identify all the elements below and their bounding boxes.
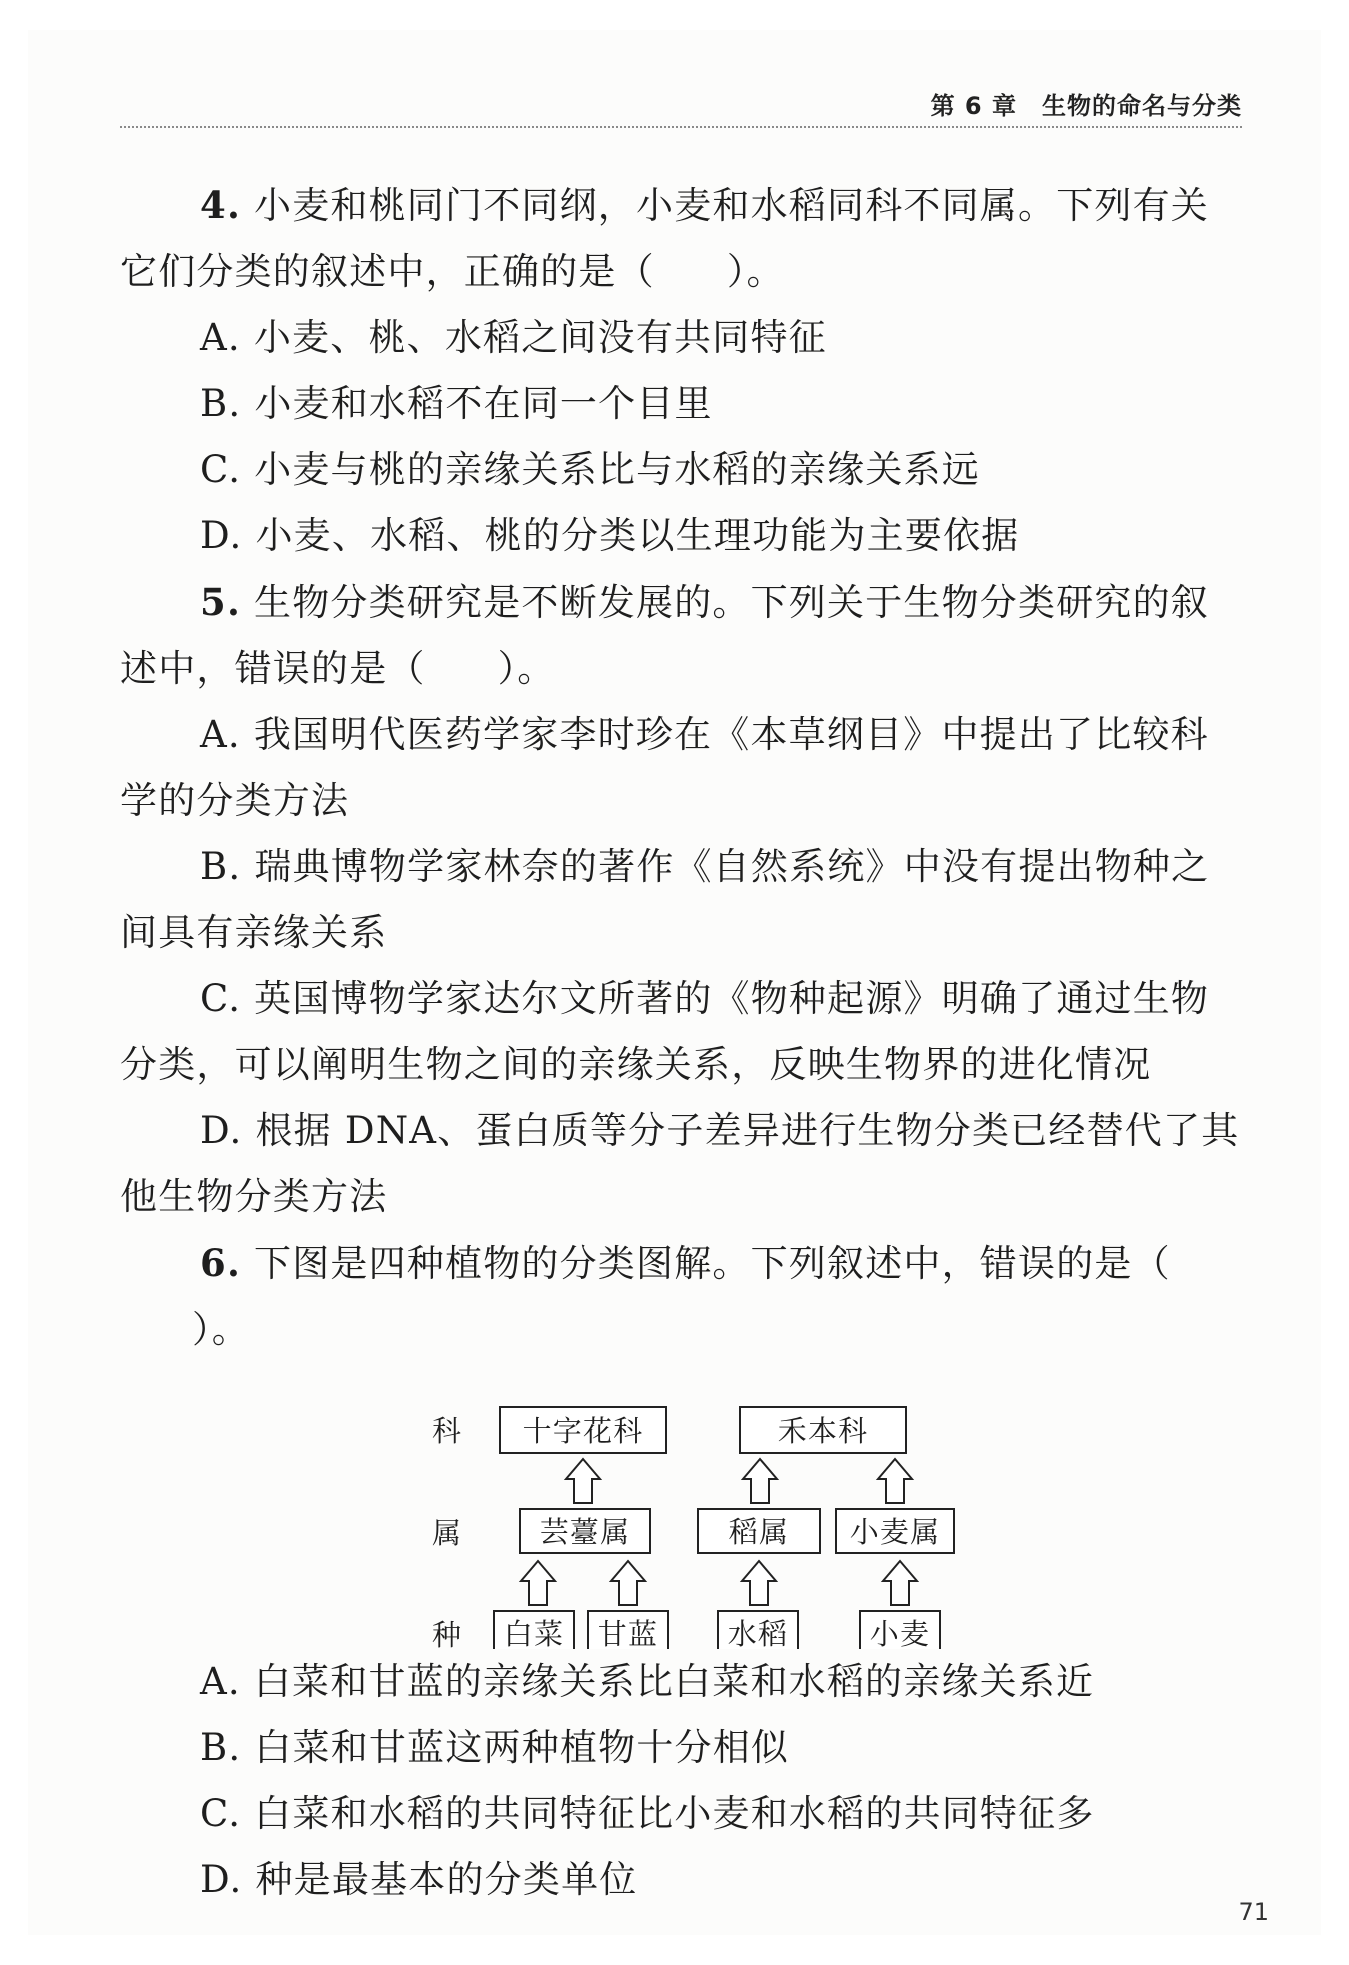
question-6-stem: 6. 下图是四种植物的分类图解。下列叙述中，错误的是（）。 — [192, 1241, 1171, 1351]
up-arrow-icon — [521, 1561, 555, 1605]
question-5-stem: 5. 生物分类研究是不断发展的。下列关于生物分类研究的叙述中，错误的是（ ）。 — [120, 580, 1209, 690]
classification-diagram-svg — [120, 1363, 1242, 1649]
rank-label-family: 科 — [432, 1414, 463, 1448]
species-box — [588, 1611, 668, 1649]
svg-text:甘蓝: 甘蓝 — [597, 1617, 659, 1649]
question-6-option-a[interactable]: A. 白菜和甘蓝的亲缘关系比白菜和水稻的亲缘关系近 — [200, 1660, 1095, 1703]
question-4-option-c[interactable]: C. 小麦与桃的亲缘关系比与水稻的亲缘关系远 — [200, 448, 980, 491]
question-5-number: 5. — [200, 580, 242, 624]
svg-text:稻属: 稻属 — [728, 1515, 790, 1549]
chapter-title: 第 6 章 生物的命名与分类 — [930, 92, 1242, 120]
svg-text:十字花科: 十字花科 — [522, 1414, 644, 1448]
family-box — [740, 1407, 906, 1453]
up-arrow-icon — [883, 1561, 917, 1605]
question-4-number: 4. — [200, 183, 242, 227]
svg-text:水稻: 水稻 — [727, 1617, 789, 1649]
up-arrow-icon — [611, 1561, 645, 1605]
question-5-option-c[interactable]: C. 英国博物学家达尔文所著的《物种起源》明确了通过生物分类，可以阐明生物之间的亲缘关系，反映生物界的进化情况 — [120, 977, 1210, 1086]
question-4-stem: 4. 小麦和桃同门不同纲，小麦和水稻同科不同属。下列有关它们分类的叙述中，正确的是（ ）。 — [120, 183, 1209, 293]
genus-box — [520, 1509, 650, 1553]
question-6-option-d[interactable]: D. 种是最基本的分类单位 — [200, 1858, 638, 1901]
page-number: 71 — [1238, 1898, 1269, 1926]
genus-box — [698, 1509, 820, 1553]
question-6-option-b[interactable]: B. 白菜和甘蓝这两种植物十分相似 — [200, 1726, 790, 1769]
svg-text:芸薹属: 芸薹属 — [539, 1515, 631, 1549]
svg-text:小麦: 小麦 — [869, 1617, 931, 1649]
question-5-option-d[interactable]: D. 根据 DNA、蛋白质等分子差异进行生物分类已经替代了其他生物分类方法 — [120, 1109, 1240, 1218]
species-box — [718, 1611, 798, 1649]
question-6-number: 6. — [200, 1241, 242, 1285]
up-arrow-icon — [743, 1459, 777, 1503]
svg-text:禾本科: 禾本科 — [777, 1414, 869, 1448]
species-box — [494, 1611, 574, 1649]
question-6-option-c[interactable]: C. 白菜和水稻的共同特征比小麦和水稻的共同特征多 — [200, 1792, 1095, 1835]
question-4-option-b[interactable]: B. 小麦和水稻不在同一个目里 — [200, 382, 713, 425]
question-5-option-a[interactable]: A. 我国明代医药学家李时珍在《本草纲目》中提出了比较科学的分类方法 — [120, 713, 1209, 822]
question-4-option-a[interactable]: A. 小麦、桃、水稻之间没有共同特征 — [200, 316, 827, 359]
svg-text:白菜: 白菜 — [503, 1617, 565, 1649]
up-arrow-icon — [566, 1459, 600, 1503]
rank-label-genus: 属 — [432, 1516, 463, 1550]
genus-box — [836, 1509, 954, 1553]
question-5-option-b[interactable]: B. 瑞典博物学家林奈的著作《自然系统》中没有提出物种之间具有亲缘关系 — [120, 845, 1210, 954]
page-header — [120, 82, 1242, 128]
up-arrow-icon — [878, 1459, 912, 1503]
question-content — [120, 172, 1242, 1913]
rank-label-species: 种 — [432, 1618, 463, 1649]
family-box — [500, 1407, 666, 1453]
species-box — [860, 1611, 940, 1649]
up-arrow-icon — [742, 1561, 776, 1605]
classification-diagram — [120, 1363, 1242, 1649]
svg-text:小麦属: 小麦属 — [849, 1515, 941, 1549]
question-4-option-d[interactable]: D. 小麦、水稻、桃的分类以生理功能为主要依据 — [200, 514, 1020, 557]
